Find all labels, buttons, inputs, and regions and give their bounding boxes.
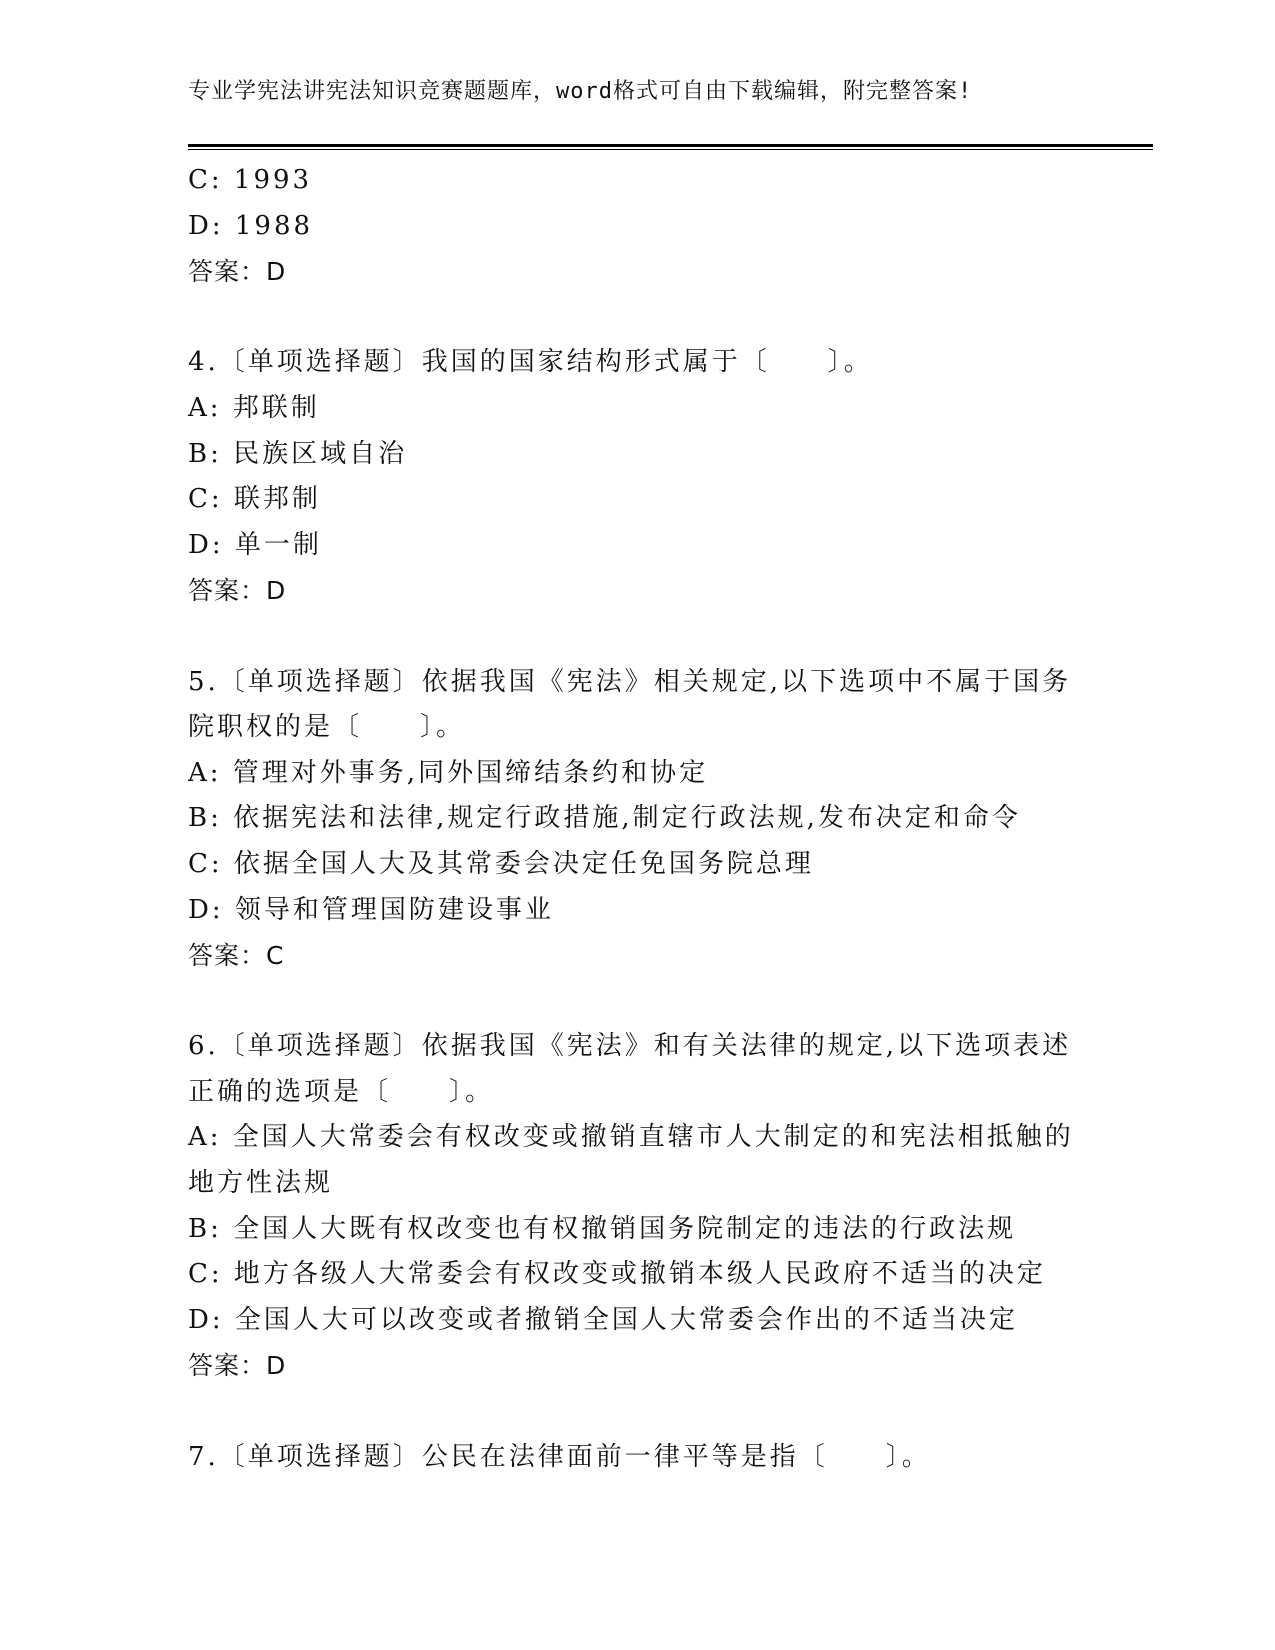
question-stem-continued: 院职权的是〔 〕。 bbox=[188, 712, 466, 743]
header-double-rule bbox=[188, 144, 1153, 150]
question-list bbox=[188, 158, 1088, 1480]
option-a: A: 邦联制 bbox=[188, 392, 320, 423]
question-stem-continued: 正确的选项是〔 〕。 bbox=[188, 1076, 495, 1107]
option-d: D: 领导和管理国防建设事业 bbox=[188, 894, 554, 925]
question-stem: 7.〔单项选择题〕公民在法律面前一律平等是指〔 〕。 bbox=[188, 1441, 931, 1472]
option-a: A: 全国人大常委会有权改变或撤销直辖市人大制定的和宪法相抵触的 bbox=[188, 1122, 1074, 1153]
question-3-tail bbox=[188, 158, 1088, 295]
option-b: B: 全国人大既有权改变也有权撤销国务院制定的违法的行政法规 bbox=[188, 1213, 1017, 1244]
option-c: C: 联邦制 bbox=[188, 484, 321, 515]
option-b: B: 依据宪法和法律,规定行政措施,制定行政法规,发布决定和命令 bbox=[188, 803, 1021, 834]
page-header: 专业学宪法讲宪法知识竞赛题题库，word格式可自由下载编辑，附完整答案! bbox=[188, 79, 973, 104]
answer-line: 答案：C bbox=[188, 941, 285, 971]
spacer bbox=[188, 979, 1088, 1025]
question-stem: 6.〔单项选择题〕依据我国《宪法》和有关法律的规定,以下选项表述 bbox=[188, 1031, 1072, 1062]
question-5 bbox=[188, 660, 1088, 979]
option-c: C: 1993 bbox=[188, 165, 313, 195]
question-6 bbox=[188, 1024, 1088, 1389]
spacer bbox=[188, 614, 1088, 660]
question-stem: 4.〔单项选择题〕我国的国家结构形式属于〔 〕。 bbox=[188, 347, 873, 378]
answer-line: 答案：D bbox=[188, 1351, 287, 1381]
option-a-continued: 地方性法规 bbox=[188, 1168, 334, 1199]
question-7 bbox=[188, 1435, 1088, 1481]
option-c: C: 地方各级人大常委会有权改变或撤销本级人民政府不适当的决定 bbox=[188, 1259, 1046, 1290]
option-a: A: 管理对外事务,同外国缔结条约和协定 bbox=[188, 757, 709, 788]
option-b: B: 民族区域自治 bbox=[188, 438, 408, 469]
option-c: C: 依据全国人大及其常委会决定任免国务院总理 bbox=[188, 848, 814, 879]
spacer bbox=[188, 295, 1088, 341]
question-4 bbox=[188, 340, 1088, 614]
option-d: D: 1988 bbox=[188, 210, 314, 241]
option-d: D: 单一制 bbox=[188, 529, 322, 560]
option-d: D: 全国人大可以改变或者撤销全国人大常委会作出的不适当决定 bbox=[188, 1304, 1018, 1335]
spacer bbox=[188, 1389, 1088, 1435]
question-stem: 5.〔单项选择题〕依据我国《宪法》相关规定,以下选项中不属于国务 bbox=[188, 666, 1072, 697]
answer-line: 答案：D bbox=[188, 257, 287, 287]
answer-line: 答案：D bbox=[188, 576, 287, 606]
